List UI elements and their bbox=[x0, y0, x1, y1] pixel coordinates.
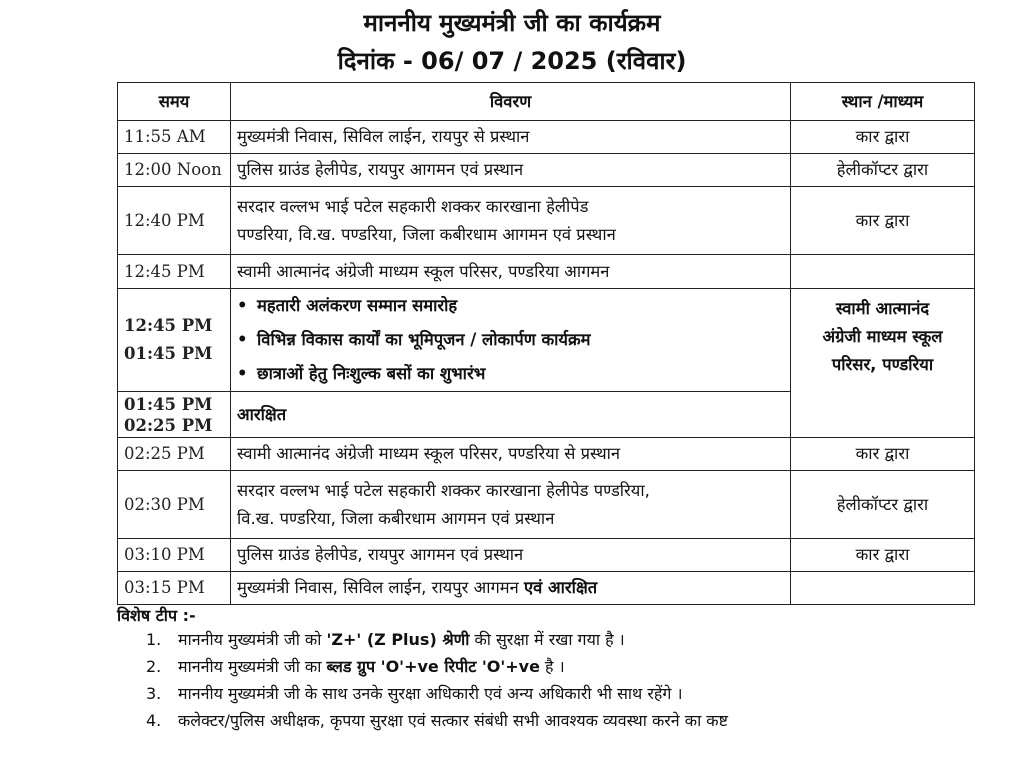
document-date: दिनांक - 06/ 07 / 2025 (रविवार) bbox=[337, 47, 687, 75]
note-number: 4. bbox=[146, 711, 162, 730]
time-to: 02:25 PM bbox=[124, 415, 213, 435]
place-cell bbox=[791, 255, 975, 289]
description-cell bbox=[231, 289, 791, 392]
note-text: माननीय मुख्यमंत्री जी के साथ उनके सुरक्षा अधिकारी एवं अन्य अधिकारी भी साथ रहेंगे । bbox=[178, 684, 683, 703]
description-line: पण्डरिया, वि.ख. पण्डरिया, जिला कबीरधाम आगमन एवं प्रस्थान bbox=[237, 224, 616, 244]
list-item bbox=[146, 653, 1006, 680]
time-cell: 02:25 PM bbox=[118, 438, 231, 471]
description-line bbox=[237, 574, 784, 602]
place-line: स्वामी आत्मानंद bbox=[835, 299, 930, 318]
description-cell bbox=[231, 255, 791, 289]
place-cell bbox=[791, 572, 975, 605]
table-row bbox=[118, 539, 975, 572]
description-line: सरदार वल्लभ भाई पटेल सहकारी शक्कर कारखाना हेलीपेड पण्डरिया, bbox=[237, 480, 650, 500]
description-cell bbox=[231, 539, 791, 572]
description-cell bbox=[231, 471, 791, 539]
time-cell: 03:10 PM bbox=[118, 539, 231, 572]
place-line: परिसर, पण्डरिया bbox=[831, 355, 934, 374]
description-cell bbox=[231, 572, 791, 605]
table-row bbox=[118, 255, 975, 289]
document-title: माननीय मुख्यमंत्री जी का कार्यक्रम bbox=[363, 9, 661, 37]
description-line: स्वामी आत्मानंद अंग्रेजी माध्यम स्कूल परिसर, पण्डरिया से प्रस्थान bbox=[237, 444, 621, 463]
event-list bbox=[237, 289, 784, 391]
place-cell: कार द्वारा bbox=[791, 438, 975, 471]
reserved-text: एवं आरक्षित bbox=[524, 578, 598, 597]
note-number: 1. bbox=[146, 630, 162, 649]
table-row bbox=[118, 187, 975, 255]
description-line: स्वामी आत्मानंद अंग्रेजी माध्यम स्कूल परिसर, पण्डरिया आगमन bbox=[237, 261, 610, 281]
note-bold-text: 'Z+' (Z Plus) श्रेणी bbox=[326, 630, 470, 649]
place-line: अंग्रेजी माध्यम स्कूल bbox=[822, 327, 943, 346]
description-line: पुलिस ग्राउंड हेलीपेड, रायपुर आगमन एवं प्रस्थान bbox=[237, 160, 524, 179]
table-row bbox=[118, 154, 975, 187]
time-cell: 02:30 PM bbox=[118, 471, 231, 539]
column-header-description: विवरण bbox=[231, 83, 791, 121]
place-cell: कार द्वारा bbox=[791, 539, 975, 572]
description-cell bbox=[231, 187, 791, 255]
list-item: • छात्राओं हेतु निःशुल्क बसों का शुभारंभ bbox=[237, 357, 784, 391]
list-item bbox=[146, 680, 1006, 707]
note-text-end: है । bbox=[539, 657, 565, 676]
note-text: कलेक्टर/पुलिस अधीक्षक, कृपया सुरक्षा एवं सत्कार संबंधी सभी आवश्यक व्यवस्था करने का कष्ट bbox=[178, 711, 728, 730]
description-line: मुख्यमंत्री निवास, सिविल लाईन, रायपुर से प्रस्थान bbox=[237, 127, 530, 146]
table-row bbox=[118, 572, 975, 605]
description-cell bbox=[231, 154, 791, 187]
list-item bbox=[146, 707, 1006, 734]
table-row bbox=[118, 471, 975, 539]
place-cell: हेलीकॉप्टर द्वारा bbox=[791, 154, 975, 187]
time-cell: 12:40 PM bbox=[118, 187, 231, 255]
note-number: 3. bbox=[146, 684, 162, 703]
note-text: माननीय मुख्यमंत्री जी का bbox=[178, 657, 327, 676]
column-header-time: समय bbox=[118, 83, 231, 121]
time-cell: 12:45 PM bbox=[118, 255, 231, 289]
table-header-row bbox=[118, 83, 975, 121]
schedule-table bbox=[117, 82, 975, 605]
time-cell: 11:55 AM bbox=[118, 121, 231, 154]
note-number: 2. bbox=[146, 657, 162, 676]
note-text: माननीय मुख्यमंत्री जी को bbox=[178, 630, 327, 649]
description-line: पुलिस ग्राउंड हेलीपेड, रायपुर आगमन एवं प्रस्थान bbox=[237, 545, 524, 564]
time-cell: 12:00 Noon bbox=[118, 154, 231, 187]
place-cell: हेलीकॉप्टर द्वारा bbox=[791, 471, 975, 539]
description-text: मुख्यमंत्री निवास, सिविल लाईन, रायपुर आगमन bbox=[237, 578, 525, 597]
time-cell: 03:15 PM bbox=[118, 572, 231, 605]
description-cell bbox=[231, 121, 791, 154]
time-to: 01:45 PM bbox=[124, 344, 213, 363]
description-cell bbox=[231, 438, 791, 471]
table-row bbox=[118, 121, 975, 154]
list-item: • महतारी अलंकरण सम्मान समारोह bbox=[237, 289, 784, 323]
notes-heading: विशेष टीप :- bbox=[117, 606, 196, 625]
note-bold-text: ब्लड ग्रुप 'O'+ve रिपीट 'O'+ve bbox=[326, 657, 540, 676]
list-item: • विभिन्न विकास कार्यों का भूमिपूजन / लोकार्पण कार्यक्रम bbox=[237, 323, 784, 357]
description-line: वि.ख. पण्डरिया, जिला कबीरधाम आगमन एवं प्रस्थान bbox=[237, 508, 555, 528]
list-item bbox=[146, 626, 1006, 653]
note-text-end: की सुरक्षा में रखा गया है । bbox=[469, 630, 625, 649]
column-header-place: स्थान /माध्यम bbox=[791, 83, 975, 121]
notes-list bbox=[146, 626, 1006, 734]
time-from: 01:45 PM bbox=[124, 394, 213, 414]
description-cell: आरक्षित bbox=[231, 392, 791, 438]
time-from: 12:45 PM bbox=[124, 316, 213, 335]
place-cell-merged bbox=[791, 289, 975, 438]
time-range-cell bbox=[118, 289, 231, 392]
place-cell: कार द्वारा bbox=[791, 121, 975, 154]
table-row bbox=[118, 289, 975, 392]
time-range-cell bbox=[118, 392, 231, 438]
table-row bbox=[118, 438, 975, 471]
description-line: सरदार वल्लभ भाई पटेल सहकारी शक्कर कारखाना हेलीपेड bbox=[237, 196, 589, 216]
place-cell: कार द्वारा bbox=[791, 187, 975, 255]
